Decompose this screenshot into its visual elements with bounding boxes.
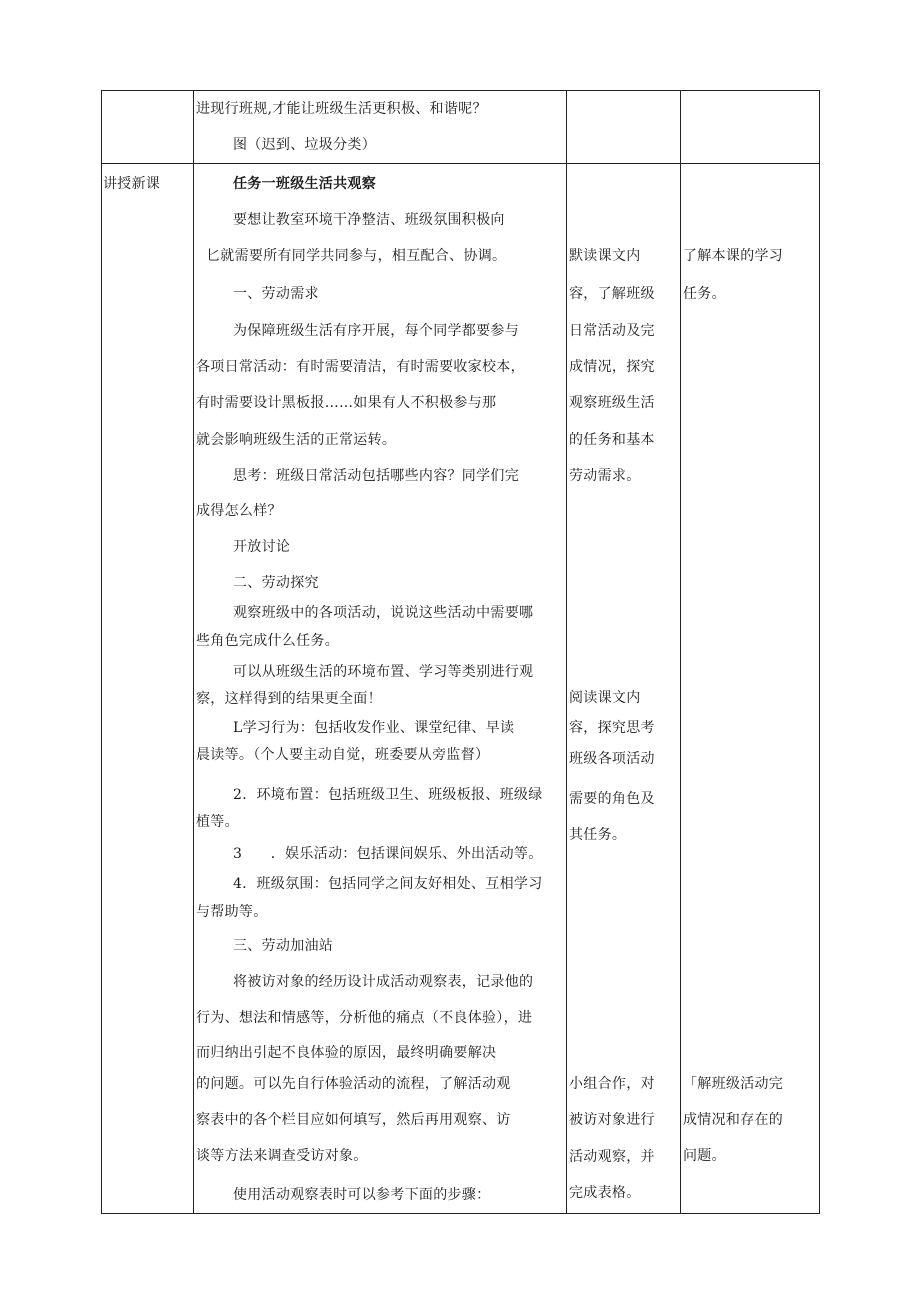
- content-line: 将被访对象的经历设计成活动观察表，记录他的: [233, 974, 534, 990]
- content-line: 谈等方法来调查受访对象。: [196, 1148, 368, 1164]
- content-line: 成得怎么样？: [196, 503, 282, 519]
- content-line: 观察班级中的各项活动，说说这些活动中需要哪: [233, 605, 534, 621]
- student-activity-line: 活动观察，并: [569, 1149, 655, 1165]
- content-line: 察表中的各个栏目应如何填写，然后再用观察、访: [196, 1112, 511, 1128]
- content-line: 要想让教室环境干净整洁、班级氛围积极向: [233, 212, 505, 228]
- student-activity-line: 被访对象进行: [569, 1112, 655, 1128]
- student-activity-line: 班级各项活动: [569, 751, 655, 767]
- section-label: 讲授新课: [103, 176, 161, 192]
- content-line: 植等。: [196, 814, 239, 830]
- content-line: 晨读等。（个人要主动自觉，班委要从旁监督）: [196, 747, 490, 763]
- table-divider-2: [566, 90, 567, 1214]
- content-line: 与帮助等。: [196, 904, 268, 920]
- content-line: 4．班级氛围：包括同学之间友好相处、互相学习: [233, 876, 543, 892]
- content-line: 思考：班级日常活动包括哪些内容？同学们完: [233, 468, 519, 484]
- goal-line: 了解本课的学习: [683, 248, 784, 264]
- content-line: 图（迟到、垃圾分类）: [233, 137, 376, 153]
- student-activity-line: 其任务。: [569, 827, 627, 843]
- content-line: 就会影响班级生活的正常运转。: [196, 432, 397, 448]
- content-line: 的问题。可以先自行体验活动的流程，了解活动观: [196, 1076, 511, 1092]
- table-border-bottom: [101, 1213, 820, 1214]
- content-line: 而归纳出引起不良体验的原因，最终明确要解决: [196, 1045, 497, 1061]
- content-line: 可以从班级生活的环境布置、学习等类别进行观: [233, 664, 534, 680]
- content-heading: 二、劳动探究: [233, 575, 319, 591]
- student-activity-line: 日常活动及完: [569, 323, 655, 339]
- content-line: 进现行班规,才能让班级生活更积极、和谐呢？: [196, 101, 487, 117]
- content-line: 2．环境布置：包括班级卫生、班级板报、班级绿: [233, 787, 543, 803]
- goal-line: 成情况和存在的: [683, 1112, 784, 1128]
- table-border-top: [101, 90, 820, 91]
- content-line: 行为、想法和情感等，分析他的痛点（不良体验），进: [196, 1010, 533, 1026]
- content-line: 匕就需要所有同学共同参与，相互配合、协调。: [206, 248, 507, 264]
- content-line: 察，这样得到的结果更全面！: [196, 691, 382, 707]
- table-border-left: [101, 90, 102, 1214]
- student-activity-line: 容，了解班级: [569, 286, 655, 302]
- student-activity-line: 观察班级生活: [569, 395, 655, 411]
- goal-line: 任务。: [683, 286, 726, 302]
- content-line: L学习行为：包括收发作业、课堂纪律、早读: [233, 720, 515, 736]
- student-activity-line: 完成表格。: [569, 1185, 641, 1201]
- student-activity-line: 小组合作，对: [569, 1076, 655, 1092]
- content-line: 使用活动观察表时可以参考下面的步骤：: [233, 1187, 491, 1203]
- student-activity-line: 的任务和基本: [569, 432, 655, 448]
- content-line: 3 ．娱乐活动：包括课间娱乐、外出活动等。: [233, 846, 543, 862]
- content-heading: 三、劳动加油站: [233, 938, 334, 954]
- table-divider-1: [193, 90, 194, 1214]
- student-activity-line: 默读课文内: [569, 248, 641, 264]
- student-activity-line: 容，探究思考: [569, 720, 655, 736]
- student-activity-line: 劳动需求。: [569, 468, 641, 484]
- goal-line: 问题。: [683, 1148, 726, 1164]
- content-line: 些角色完成什么任务。: [196, 633, 339, 649]
- table-border-right: [819, 90, 820, 1214]
- content-line: 为保障班级生活有序开展，每个同学都要参与: [233, 323, 519, 339]
- task-title: 任务一班级生活共观察: [233, 176, 376, 192]
- content-heading: 一、劳动需求: [233, 286, 319, 302]
- student-activity-line: 需要的角色及: [569, 791, 655, 807]
- student-activity-line: 阅读课文内: [569, 690, 641, 706]
- student-activity-line: 成情况，探究: [569, 359, 655, 375]
- goal-line: 「解班级活动完: [683, 1076, 784, 1092]
- content-line: 各项日常活动：有时需要清洁，有时需要收家校本，: [196, 359, 525, 375]
- content-line: 开放讨论: [233, 539, 291, 555]
- table-row-divider: [101, 163, 820, 164]
- table-divider-3: [680, 90, 681, 1214]
- content-line: 有时需要设计黑板报……如果有人不积极参与那: [196, 395, 497, 411]
